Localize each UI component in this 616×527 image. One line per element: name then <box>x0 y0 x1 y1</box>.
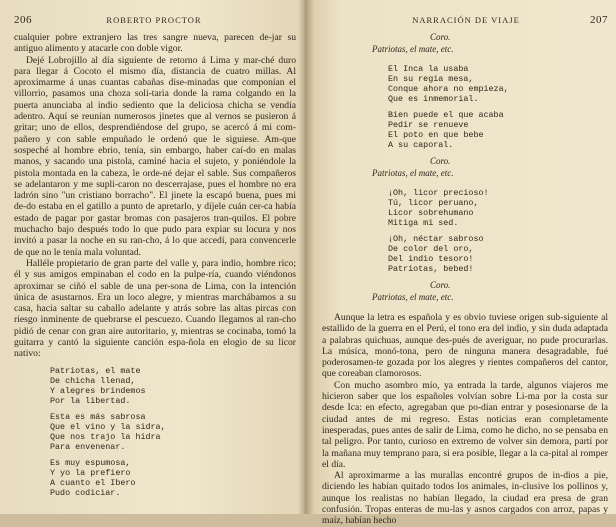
poem-line: Conque ahora no empieza, <box>388 84 509 94</box>
poem-line: Es muy espumosa, <box>50 457 131 468</box>
chorus-refrain: Patriotas, el mate, etc. <box>372 44 454 54</box>
poem-stanza <box>388 64 608 104</box>
poem-line: De chicha llenad, <box>50 375 136 386</box>
chorus-refrain: Patriotas, el mate, etc. <box>372 168 454 178</box>
right-page-number: 207 <box>589 14 608 26</box>
poem-line: Del indio tesoro! <box>388 254 474 264</box>
right-running-head <box>322 14 608 26</box>
left-running-title: ROBERTO PROCTOR <box>106 15 202 25</box>
poem-line: Que es inmemorial. <box>388 94 479 104</box>
poem-line: Mitiga mi sed. <box>388 218 459 228</box>
poem-line: Licor sobrehumano <box>388 208 474 218</box>
poem-line: Pedir se renueve <box>388 120 469 130</box>
poem-line: El poto en que bebe <box>388 130 484 140</box>
left-body-text <box>14 32 296 360</box>
paragraph: Con mucho asombro mío, ya entrada la tarde, algunos viajeros me hicieron saber que los españoles volvían sobre Li-ma por la costa sur desde Ica: en efecto, agregaban que po-dían entrar y posesionarse de la ciudad antes de mi regreso. Estas noticias eran completamente inesperadas, pues antes de salir de Lima, como he dicho, no se pensaba en tal peligro. Por tanto, curioso en extremo de volver sin demora, partí por la mañana muy temprano para, si era posible, llegar a la ca-pital al romper el día. <box>322 379 608 470</box>
poem-line: Que nos trajo la hidra <box>50 431 161 442</box>
paragraph: Al aproximarme a las murallas encontré grupos de in-dios a pie, diciendo les habían quitado todos los animales, in-clusive los pollinos y, aunque los realistas no habían llegado, la ciudad era presa de gran confusión. Tropas enteras de mu-las y asnos cargados con arroz, papas y maíz, habían hecho <box>322 470 608 527</box>
left-running-head <box>14 14 296 26</box>
poem-line: ¡Oh, licor precioso! <box>388 188 489 198</box>
poem-line: Patriotas, bebed! <box>388 264 474 274</box>
left-page <box>0 0 304 514</box>
chorus-label: Coro. <box>430 32 451 42</box>
poem-stanza <box>50 366 296 406</box>
poem-stanza <box>388 234 608 274</box>
poem-line: Esta es más sabrosa <box>50 411 146 422</box>
poem-line: Y alegres brindemos <box>50 385 146 396</box>
right-poem <box>372 32 608 302</box>
paragraph: cualquier pobre extranjero las tres sangre nueva, parecen de-jar su antiguo alimento y atacarle con doble vigor. <box>14 32 296 55</box>
poem-stanza <box>388 110 608 150</box>
left-page-number: 206 <box>14 14 32 26</box>
poem-line: Patriotas, el mate <box>50 365 141 376</box>
poem-line: El Inca la usaba <box>388 64 469 74</box>
poem-stanza <box>50 412 296 452</box>
poem-line: Para envenenar. <box>50 441 126 452</box>
left-poem <box>50 366 296 498</box>
paragraph: Halléle propietario de gran parte del valle y, para indio, hombre rico; él y sus amigos empinaban el codo en la pulpe-ría, cuando viéndonos aproximar se ciñó el sable de una per-sona de Lima, con la intención única de asustarnos. Era un loco alegre, y mientras marchábamos a su casa, hacia saltar su caballo adelante y atrás sobre las altas pircas con riesgo inminente de quebrarse el pescuezo. Cuando llegamos al ran-cho pidió de cenar con gran aire autoritario, y, mientras se cocinaba, tomó la guitarra y cantó la siguiente canción espa-ñola en elogio de su licor nativo: <box>14 257 296 360</box>
poem-stanza <box>50 458 296 498</box>
chorus-refrain: Patriotas, el mate, etc. <box>372 292 454 302</box>
poem-line: Por la libertad. <box>50 395 131 406</box>
paragraph: Dejé Lobrojillo al día siguiente de retorno á Lima y mar-ché duro para llegar á Cocoto el mismo día, distancia de cuatro millas. Al aproximarme á unas cuantas cabañas dise-minadas que componían el villorrio, pasamos una choza soli-taria donde la rama colgando en la puerta anunciaba al indio sediento que la deliciosa chicha se vendía adentro. Aquí se reunían numerosos jinetes que al vernos se pusieron á gritar; uno de ellos, desprendiéndose del grupo, se acercó á mi com-pañero y con sable empuñado le ordenó que le siguiese. Am-que sospeché al hombre ebrio, tenía, sin embargo, haber caí-do en malas manos, y sacando una pistola, caminé hacia el sujeto, y poniéndole la pistola montada en la cabeza, le orde-né dejar el sable. Sus compañeros se adelantaron y me supli-caron no descerrajase, pues el hombre no era ladrón sino "un cristiano borracho". El jinete la escapó buena, pues mi de-do estaba en el gatillo a punto de apretarlo, y díjele cuán cer-ca había estado de pagar por gastar bromas con pasajeros tran-quilos. El pobre muchacho bajo después todo lo que pudo para expiar su locura y nos invitó a pasar la noche en su ran-cho, á lo que accedí, para convencerle de que no le tenía mala voluntad. <box>14 54 296 258</box>
right-running-title: NARRACIÓN DE VIAJE <box>412 15 520 25</box>
poem-stanza <box>388 188 608 228</box>
poem-line: Y yo la prefiero <box>50 467 131 478</box>
poem-line: En su regia mesa, <box>388 74 474 84</box>
poem-line: Pudo codiciar. <box>50 487 121 498</box>
poem-line: A cuanto el Ibero <box>50 477 136 488</box>
poem-line: Que el vino y la sidra, <box>50 421 166 432</box>
poem-line: Bien puede el que acaba <box>388 110 504 120</box>
chorus-label: Coro. <box>430 280 451 290</box>
right-page <box>304 0 616 527</box>
paragraph: Aunque la letra es española y es obvio tuviese origen sub-siguiente al estallido de la guerra en el Perú, el tono era del indio, y sin duda adaptada a palabras quichuas, aunque des-pués de averiguar, no pude procurarlas. La música, monó-tona, pero de ninguna manera desagradable, fué poderosamen-te gozada por los alegres y rientes compañeros del cantor, que coreaban clamorosos. <box>322 312 608 380</box>
poem-line: A su caporal. <box>388 140 454 150</box>
right-body-text <box>322 312 608 527</box>
chorus-label: Coro. <box>430 156 451 166</box>
poem-line: De color del oro, <box>388 244 474 254</box>
poem-line: ¡Oh, néctar sabroso <box>388 234 484 244</box>
poem-line: Tú, licor peruano, <box>388 198 479 208</box>
